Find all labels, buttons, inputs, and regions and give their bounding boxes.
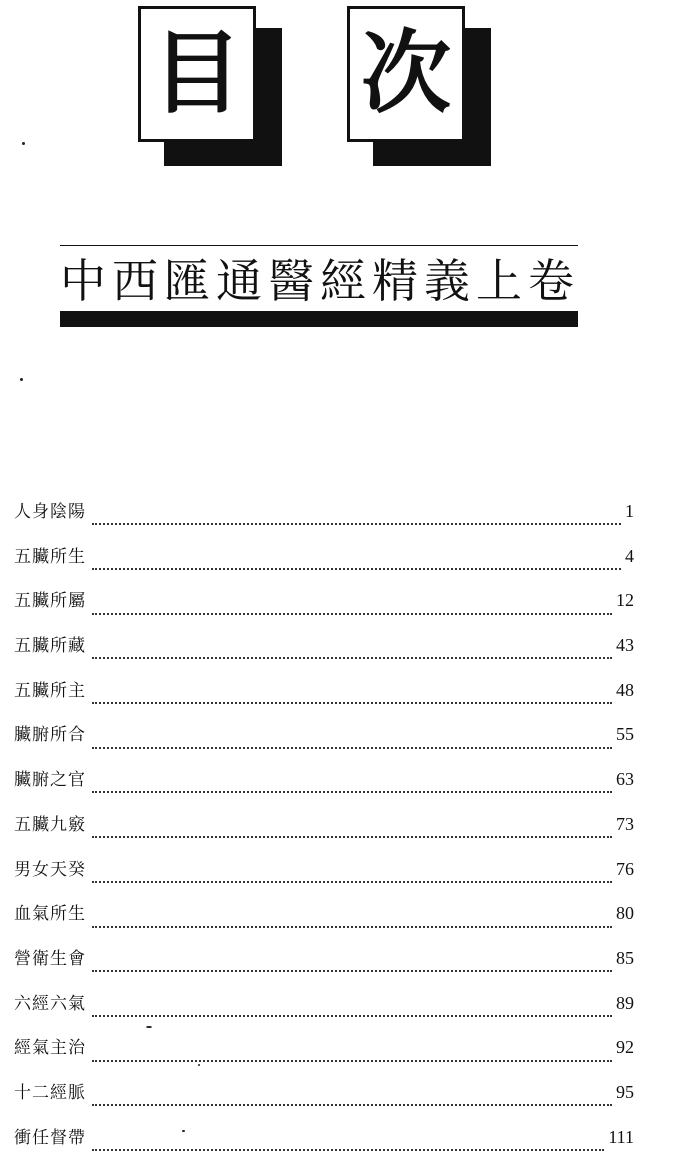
scan-speck bbox=[182, 1130, 185, 1132]
toc-entry bbox=[14, 809, 634, 854]
toc-dot-leader bbox=[92, 791, 612, 793]
table-of-contents bbox=[14, 496, 634, 1166]
section-title: 中西匯通醫經精義上卷 bbox=[60, 254, 580, 308]
toc-entry bbox=[14, 988, 634, 1033]
toc-entry-label: 五臟所藏 bbox=[14, 636, 86, 657]
toc-entry-page-number: 55 bbox=[616, 724, 634, 745]
toc-entry bbox=[14, 541, 634, 586]
scan-speck bbox=[20, 378, 23, 381]
toc-entry-label: 經氣主治 bbox=[14, 1038, 86, 1059]
toc-entry-label: 臟腑之官 bbox=[14, 770, 86, 791]
toc-dot-leader bbox=[92, 1104, 612, 1106]
toc-entry-label: 六經六氣 bbox=[14, 993, 86, 1014]
toc-entry-page-number: 1 bbox=[625, 501, 634, 521]
toc-entry bbox=[14, 675, 634, 720]
toc-dot-leader bbox=[92, 926, 612, 928]
toc-entry-label: 人身陰陽 bbox=[14, 502, 86, 522]
toc-entry bbox=[14, 1032, 634, 1077]
toc-entry bbox=[14, 630, 634, 675]
toc-entry-label: 五臟所屬 bbox=[14, 591, 86, 612]
scan-speck bbox=[146, 1026, 152, 1028]
toc-entry-label: 衝任督帶 bbox=[14, 1127, 86, 1148]
toc-entry bbox=[14, 1122, 634, 1166]
toc-dot-leader bbox=[92, 1060, 612, 1062]
toc-entry-page-number: 95 bbox=[616, 1081, 634, 1102]
toc-entry-page-number: 73 bbox=[616, 813, 634, 834]
heading-char-ci: 次 bbox=[347, 6, 465, 142]
section-title-top-rule bbox=[60, 245, 578, 246]
toc-dot-leader bbox=[92, 1149, 604, 1151]
toc-entry bbox=[14, 943, 634, 988]
toc-dot-leader bbox=[92, 747, 612, 749]
toc-entry-label: 臟腑所合 bbox=[14, 725, 86, 746]
toc-entry-label: 營衛生會 bbox=[14, 948, 86, 969]
toc-entry bbox=[14, 1077, 634, 1122]
toc-dot-leader bbox=[92, 568, 621, 570]
toc-entry-page-number: 85 bbox=[616, 947, 634, 968]
toc-entry bbox=[14, 585, 634, 630]
toc-entry-label: 血氣所生 bbox=[14, 904, 86, 925]
toc-entry-page-number: 4 bbox=[625, 545, 634, 566]
toc-entry-label: 十二經脈 bbox=[14, 1082, 86, 1103]
section-title-block bbox=[60, 245, 578, 327]
toc-entry bbox=[14, 898, 634, 943]
toc-dot-leader bbox=[92, 613, 612, 615]
toc-entry-page-number: 80 bbox=[616, 903, 634, 924]
toc-entry-page-number: 48 bbox=[616, 679, 634, 700]
toc-entry bbox=[14, 496, 634, 541]
toc-entry-label: 男女天癸 bbox=[14, 859, 86, 880]
toc-dot-leader bbox=[92, 881, 612, 883]
toc-entry-label: 五臟所主 bbox=[14, 680, 86, 701]
toc-dot-leader bbox=[92, 523, 621, 525]
scan-speck bbox=[22, 142, 25, 145]
toc-dot-leader bbox=[92, 836, 612, 838]
toc-entry bbox=[14, 764, 634, 809]
toc-entry-page-number: 76 bbox=[616, 858, 634, 879]
toc-entry-page-number: 89 bbox=[616, 992, 634, 1013]
heading-char-box-2 bbox=[347, 6, 492, 168]
toc-dot-leader bbox=[92, 657, 612, 659]
toc-entry-page-number: 92 bbox=[616, 1037, 634, 1058]
toc-entry-label: 五臟九竅 bbox=[14, 814, 86, 835]
toc-dot-leader bbox=[92, 1015, 612, 1017]
toc-entry-page-number: 12 bbox=[616, 590, 634, 611]
toc-entry bbox=[14, 854, 634, 899]
toc-entry-page-number: 63 bbox=[616, 769, 634, 790]
toc-entry-page-number: 111 bbox=[608, 1126, 634, 1147]
toc-dot-leader bbox=[92, 970, 612, 972]
toc-entry-label: 五臟所生 bbox=[14, 546, 86, 567]
scan-speck bbox=[198, 1064, 200, 1066]
toc-entry-page-number: 43 bbox=[616, 635, 634, 656]
heading-char-mu: 目 bbox=[138, 6, 256, 142]
heading-char-box-1 bbox=[138, 6, 283, 168]
section-title-bottom-bar bbox=[60, 311, 578, 327]
toc-dot-leader bbox=[92, 702, 612, 704]
toc-entry bbox=[14, 719, 634, 764]
